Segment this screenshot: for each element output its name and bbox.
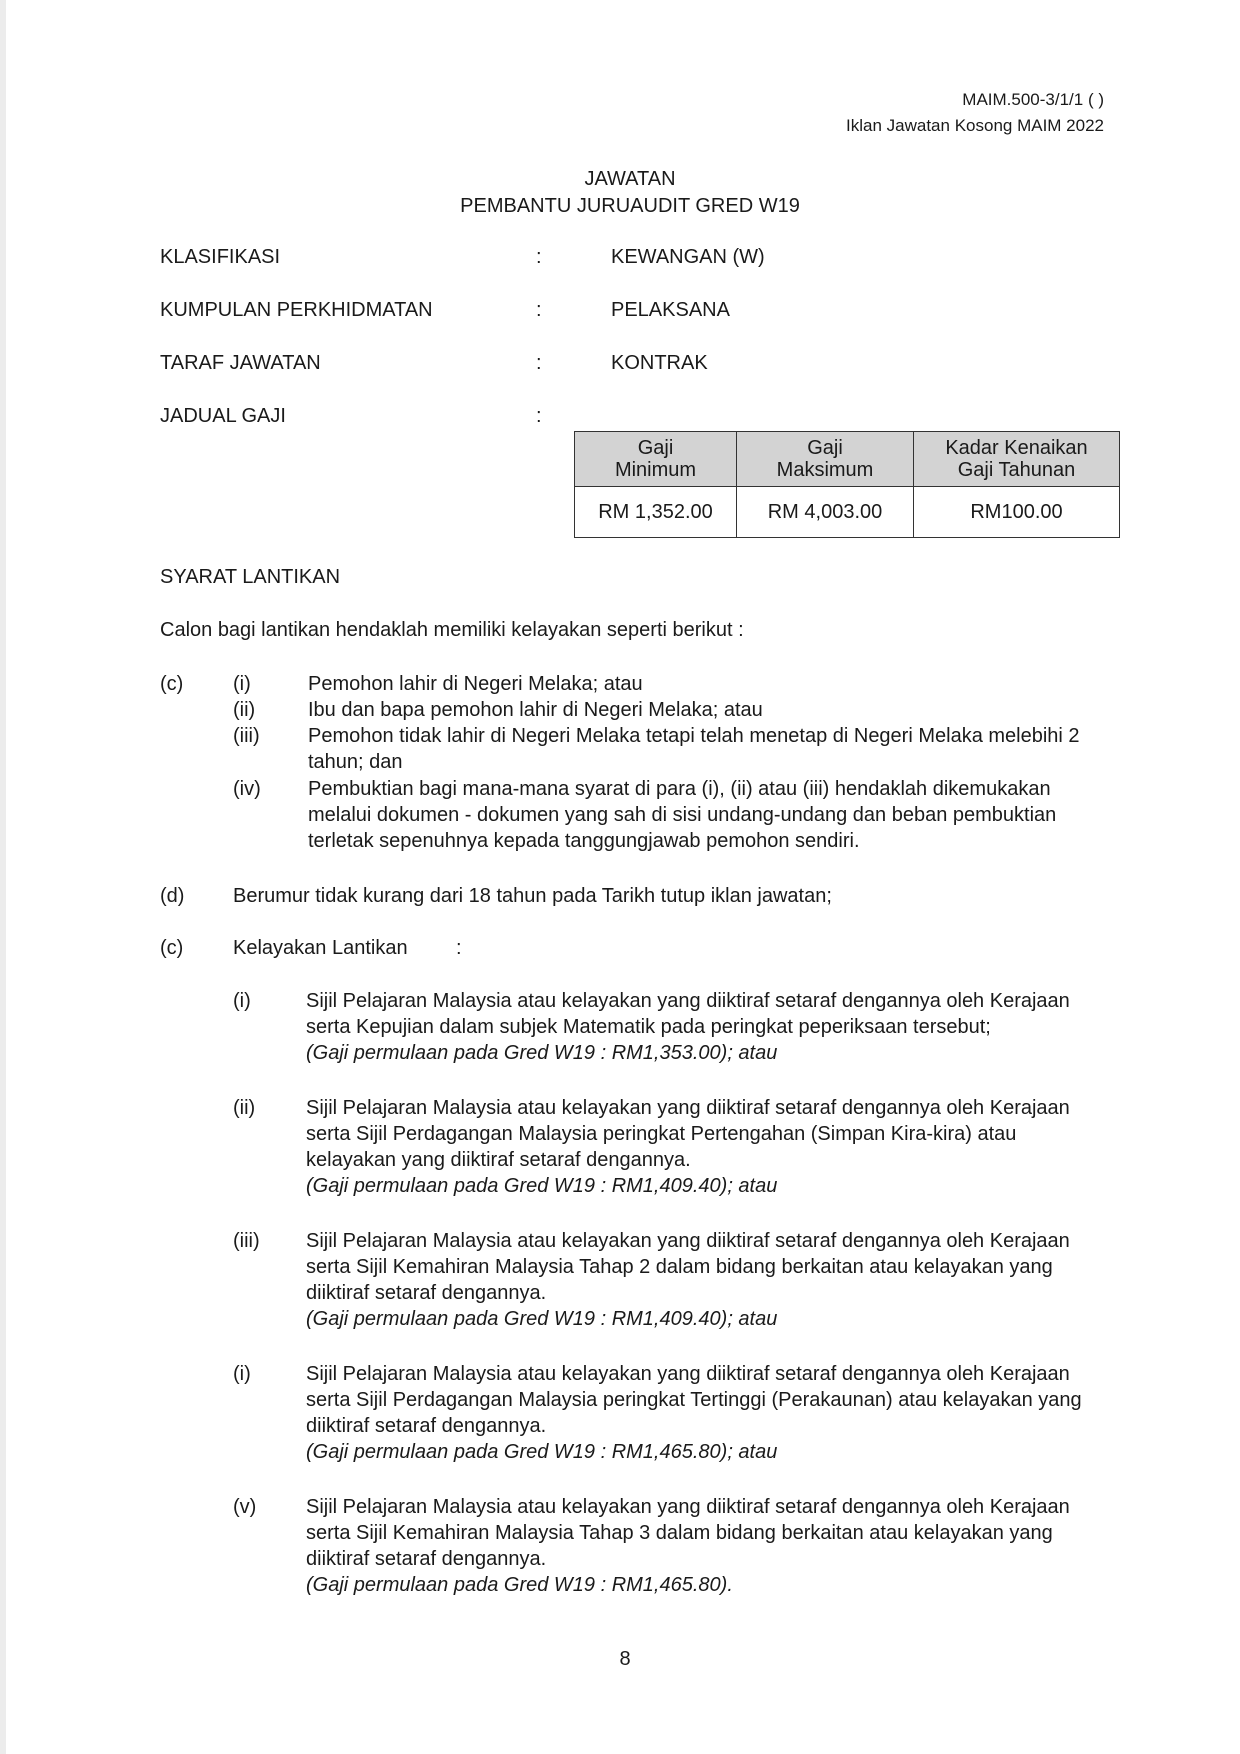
sub-marker: (v)	[233, 1496, 257, 1518]
qualification-salary: (Gaji permulaan pada Gred W19 : RM1,465.80).	[306, 1574, 733, 1596]
field-label-taraf: TARAF JAWATAN	[160, 352, 321, 374]
qualification-salary: (Gaji permulaan pada Gred W19 : RM1,353.00); atau	[306, 1042, 778, 1064]
sub-item-text: Pembuktian bagi mana-mana syarat di para (i), (ii) atau (iii) hendaklah dikemukakan melalui dokumen - dokumen yang sah di sisi undang-undang dan beban pembuktian terletak sepenuhnya kepada tanggungjawab pemohon sendiri.	[308, 778, 1057, 852]
sub-marker: (i)	[233, 990, 251, 1012]
field-colon: :	[536, 352, 542, 374]
qualification-colon: :	[456, 937, 462, 959]
item-marker-c: (c)	[160, 673, 184, 695]
qualification-salary: (Gaji permulaan pada Gred W19 : RM1,465.80); atau	[306, 1441, 778, 1463]
item-d-text: Berumur tidak kurang dari 18 tahun pada Tarikh tutup iklan jawatan;	[233, 885, 832, 907]
sub-marker: (i)	[233, 673, 251, 695]
position-title: PEMBANTU JURUAUDIT GRED W19	[460, 195, 800, 217]
salary-value-maximum: RM 4,003.00	[737, 487, 914, 538]
sub-marker: (ii)	[233, 699, 256, 721]
reference-number: MAIM.500-3/1/1 ( )	[962, 90, 1104, 109]
field-value-kumpulan: PELAKSANA	[611, 299, 730, 321]
sub-item-text: Pemohon lahir di Negeri Melaka; atau	[308, 673, 643, 695]
qualification-salary: (Gaji permulaan pada Gred W19 : RM1,409.40); atau	[306, 1308, 778, 1330]
salary-header-minimum: Gaji Minimum	[575, 432, 737, 487]
salary-header-maximum: Gaji Maksimum	[737, 432, 914, 487]
sub-marker: (iii)	[233, 1230, 260, 1252]
field-label-kumpulan: KUMPULAN PERKHIDMATAN	[160, 299, 433, 321]
field-value-taraf: KONTRAK	[611, 352, 708, 374]
qualification-text: Sijil Pelajaran Malaysia atau kelayakan yang diiktiraf setaraf dengannya oleh Kerajaan serta Sijil Kemahiran Malaysia Tahap 2 dalam bidang berkaitan atau kelayakan yang diiktiraf setaraf dengannya.	[306, 1230, 1070, 1304]
sub-item-text: Ibu dan bapa pemohon lahir di Negeri Melaka; atau	[308, 699, 763, 721]
page-number: 8	[619, 1648, 631, 1670]
reference-subtitle: Iklan Jawatan Kosong MAIM 2022	[846, 116, 1104, 135]
field-value-klasifikasi: KEWANGAN (W)	[611, 246, 765, 268]
sub-item-text: Pemohon tidak lahir di Negeri Melaka tetapi telah menetap di Negeri Melaka melebihi 2 tahun; dan	[308, 725, 1080, 773]
section-intro: Calon bagi lantikan hendaklah memiliki kelayakan seperti berikut :	[160, 619, 744, 641]
sub-marker: (iv)	[233, 778, 261, 800]
qualification-salary: (Gaji permulaan pada Gred W19 : RM1,409.40); atau	[306, 1175, 778, 1197]
item-marker-c2: (c)	[160, 937, 184, 959]
item-marker-d: (d)	[160, 885, 185, 907]
page-edge-shadow	[0, 0, 6, 1754]
sub-marker: (i)	[233, 1363, 251, 1385]
qualification-text: Sijil Pelajaran Malaysia atau kelayakan yang diiktiraf setaraf dengannya oleh Kerajaan serta Sijil Perdagangan Malaysia peringkat Pertengahan (Simpan Kira-kira) atau kelayakan yang diiktiraf setaraf dengannya.	[306, 1097, 1070, 1171]
qualification-label: Kelayakan Lantikan	[233, 937, 408, 959]
qualification-text: Sijil Pelajaran Malaysia atau kelayakan yang diiktiraf setaraf dengannya oleh Kerajaan serta Sijil Kemahiran Malaysia Tahap 3 dalam bidang berkaitan atau kelayakan yang diiktiraf setaraf dengannya.	[306, 1496, 1070, 1570]
section-heading: SYARAT LANTIKAN	[160, 566, 341, 588]
salary-value-minimum: RM 1,352.00	[575, 487, 737, 538]
qualification-text: Sijil Pelajaran Malaysia atau kelayakan yang diiktiraf setaraf dengannya oleh Kerajaan serta Sijil Perdagangan Malaysia peringkat Tertinggi (Perakaunan) atau kelayakan yang diiktiraf setaraf dengannya.	[306, 1363, 1082, 1437]
salary-table	[574, 431, 1120, 538]
field-label-jadual-gaji: JADUAL GAJI	[160, 405, 286, 427]
field-label-klasifikasi: KLASIFIKASI	[160, 246, 281, 268]
field-colon: :	[536, 405, 542, 427]
page-title: JAWATAN	[584, 168, 676, 190]
field-colon: :	[536, 299, 542, 321]
qualification-text: Sijil Pelajaran Malaysia atau kelayakan yang diiktiraf setaraf dengannya oleh Kerajaan serta Kepujian dalam subjek Matematik pada peringkat peperiksaan tersebut;	[306, 990, 1070, 1038]
salary-header-increment: Kadar Kenaikan Gaji Tahunan	[914, 432, 1120, 487]
field-colon: :	[536, 246, 542, 268]
salary-value-increment: RM100.00	[914, 487, 1120, 538]
sub-marker: (ii)	[233, 1097, 256, 1119]
sub-marker: (iii)	[233, 725, 260, 747]
